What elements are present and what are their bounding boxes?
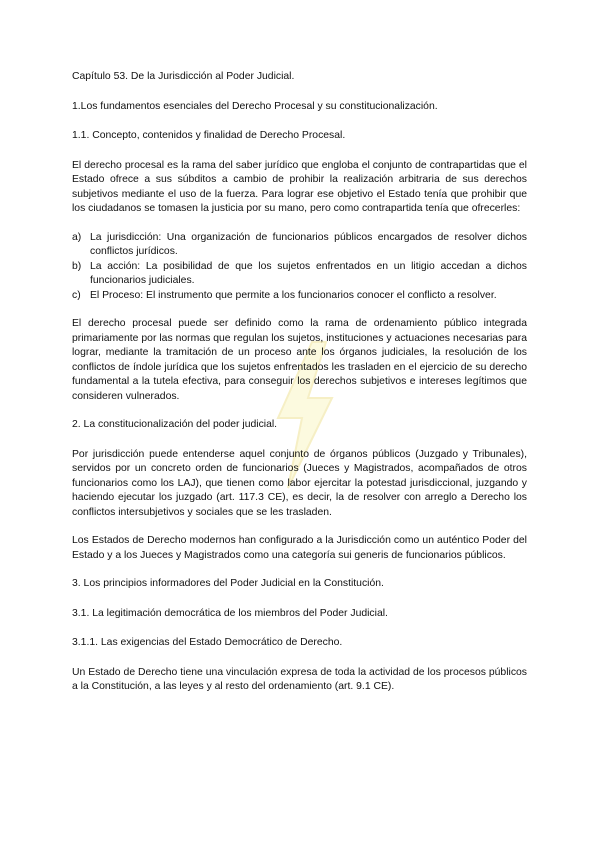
section-heading-3-1-1: 3.1.1. Las exigencias del Estado Democrático de Derecho.: [72, 637, 343, 648]
chapter-title: Capítulo 53. De la Jurisdicción al Poder Judicial.: [72, 71, 295, 82]
list-item-text: El Proceso: El instrumento que permite a los funcionarios conocer el conflicto a resolver.: [90, 289, 497, 301]
list-marker: b): [72, 260, 82, 272]
paragraph-estados-derecho: Los Estados de Derecho modernos han configurado a la Jurisdicción como un auténtico Poder del Estado y a los Jueces y Magistrados como una categoría sui generis de funcionarios públicos.: [72, 535, 527, 561]
paragraph-jurisdiccion: Por jurisdicción puede entenderse aquel conjunto de órganos públicos (Juzgado y Tribunales), servidos por un concreto orden de funcionarios (Jueces y Magistrados, acompañados de otros funcionarios como los LAJ), que tienen como labor ejercitar la potestad jurisdiccional, juzgando y haciendo ejecutar los juzgado (art. 117.3 CE), es decir, la de resolver con arreglo a Derecho los conflictos intersubjetivos y sociales que se les trasladen.: [72, 448, 527, 518]
section-heading-3-1: 3.1. La legitimación democrática de los miembros del Poder Judicial.: [72, 607, 388, 619]
paragraph-definition: El derecho procesal es la rama del saber jurídico que engloba el conjunto de contrapartidas que el Estado ofrece a sus súbditos a cambio de prohibir la realización arbitraria de sus derechos subjetivos mediante el uso de la fuerza. Para lograr ese objetivo el Estado tenía que prohibir que los ciudadanos se tomasen la justicia por su mano, pero como contrapartida tenía que ofrecerles:: [72, 159, 527, 214]
list-item-text: La acción: La posibilidad de que los sujetos enfrentados en un litigio accedan a dichos funcionarios judiciales.: [90, 260, 527, 286]
contrapartidas-list: [72, 231, 527, 304]
section-heading-3: 3. Los principios informadores del Poder Judicial en la Constitución.: [72, 578, 384, 589]
section-heading-1-1: 1.1. Concepto, contenidos y finalidad de Derecho Procesal.: [72, 130, 346, 141]
list-item-text: La jurisdicción: Una organización de funcionarios públicos encargados de resolver dichos conflictos jurídicos.: [90, 231, 527, 257]
section-heading-2: 2. La constitucionalización del poder judicial.: [72, 419, 278, 430]
list-item: [72, 289, 527, 304]
paragraph-estado-derecho: Un Estado de Derecho tiene una vinculación expresa de toda la actividad de los procesos públicos a la Constitución, a las leyes y al resto del ordenamiento (art. 9.1 CE).: [72, 666, 527, 692]
list-item: [72, 231, 527, 260]
list-marker: a): [72, 231, 82, 243]
paragraph-derecho-procesal: El derecho procesal puede ser definido como la rama de ordenamiento público integrada primariamente por las normas que regulan los sujetos, instituciones y actuaciones necesarias para lograr, mediante la tramitación de un proceso ante los órganos judiciales, la resolución de los conflictos de índole jurídica que los sujetos enfrentados les trasladen en el ejercicio de su derecho fundamental a la tutela efectiva, para conseguir los derechos subjetivos e intereses legítimos que consideren vulnerados.: [72, 318, 527, 402]
list-item: [72, 260, 527, 289]
list-marker: c): [72, 289, 81, 301]
document-body: [72, 70, 527, 709]
section-heading-1: 1.Los fundamentos esenciales del Derecho Procesal y su constitucionalización.: [72, 100, 438, 112]
